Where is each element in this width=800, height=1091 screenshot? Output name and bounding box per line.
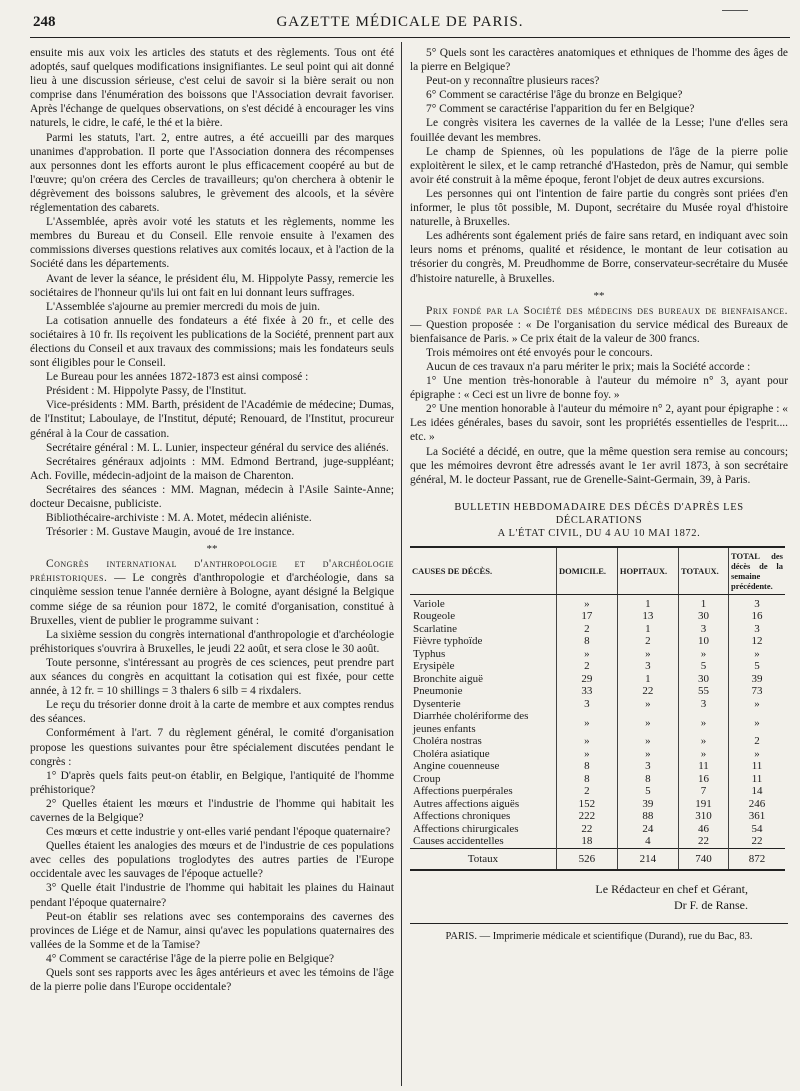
paragraph: 4° Comment se caractérise l'âge de la pierre polie en Belgique? bbox=[46, 952, 335, 965]
paragraph: Secrétaire général : M. L. Lunier, inspecteur général du service des aliénés. bbox=[46, 441, 389, 454]
paragraph: Le reçu du trésorier donne droit à la carte de membre et aux comptes rendus des séances. bbox=[30, 699, 394, 726]
value-cell: 8 bbox=[557, 773, 618, 786]
paragraph: L'Assemblée s'ajourne au premier mercredi du mois de juin. bbox=[46, 300, 320, 313]
value-cell: 3 bbox=[729, 623, 786, 636]
cause-cell: Diarrhée cholériforme des jeunes enfants bbox=[413, 710, 529, 735]
value-cell: » bbox=[729, 748, 786, 761]
cause-cell: Dysenterie bbox=[413, 697, 461, 710]
paragraph: Peut-on y reconnaître plusieurs races? bbox=[426, 75, 600, 88]
value-cell: 2 bbox=[557, 623, 618, 636]
cause-cell: Rougeole bbox=[413, 610, 456, 623]
value-cell: » bbox=[729, 710, 786, 735]
value-cell: 22 bbox=[729, 835, 786, 848]
paragraph: Toute personne, s'intéressant au progrès de ces sciences, peut prendre part aux séances du congrès en acquittant la cotisation qui est fixée, pour cette année, à 12 fr. = 10 shillings = 3 thalers 6 silb = 4 rixdalers. bbox=[30, 656, 394, 698]
value-cell: 3 bbox=[679, 698, 729, 711]
column-header: TOTAUX. bbox=[679, 547, 729, 595]
value-cell: 310 bbox=[679, 810, 729, 823]
section-separator: ** bbox=[206, 543, 218, 556]
cause-cell: Affections chroniques bbox=[413, 810, 511, 823]
signature-name: Dr F. de Ranse. bbox=[673, 898, 748, 913]
paragraph: Avant de lever la séance, le président élu, M. Hippolyte Passy, remercie les sociétaires de l'honneur qu'ils lui ont fait en lui donnant leurs suffrages. bbox=[30, 272, 394, 299]
bulletin-title-line: A L'ÉTAT CIVIL, DU 4 AU 10 MAI 1872. bbox=[497, 527, 701, 539]
value-cell: 11 bbox=[679, 760, 729, 773]
cause-cell: Typhus bbox=[413, 647, 446, 660]
total-row bbox=[410, 848, 785, 870]
cause-cell: Variole bbox=[413, 597, 445, 610]
paragraph: Les adhérents sont également priés de faire sans retard, en indiquant avec soin leurs noms et prénoms, qualité et résidence, le montant de leur cotisation au trésorier du congrès, M. Preudhomme de Borre, conservateur-secrétaire du Musée d'histoire naturelle, à Bruxelles. bbox=[410, 230, 788, 285]
value-cell: 29 bbox=[557, 673, 618, 686]
value-cell: 22 bbox=[617, 685, 678, 698]
paragraph-text: — Le congrès d'anthropologie et d'archéologie, dans sa cinquième session tenue l'année dernière à Bologne, ayant désigné la Belgique comme siége de sa réunion pour 1872, le comité d'organisation, constitué à Bruxelles, vient de publier le programme suivant : bbox=[30, 572, 394, 627]
cause-cell: Croup bbox=[413, 772, 441, 785]
value-cell: » bbox=[557, 710, 618, 735]
total-value: 214 bbox=[617, 848, 678, 870]
table-row bbox=[410, 735, 785, 748]
paragraph: Quelles étaient les analogies des mœurs et de l'industrie de ces populations avec celles des populations troglodytes des autres parties de l'Europe occidentale avec les sauvages de l'époque actuelle? bbox=[30, 840, 394, 881]
table-row bbox=[410, 594, 785, 610]
paragraph: Le champ de Spiennes, où les populations de l'âge de la pierre polie exploitèrent le silex, et le camp retranché d'Hastedon, près de Namur, qui semble avoir été construit à la même époque, feront l'objet de deux autres excursions. bbox=[410, 145, 788, 186]
value-cell: 2 bbox=[557, 785, 618, 798]
value-cell: 13 bbox=[617, 610, 678, 623]
table-row bbox=[410, 660, 785, 673]
cause-cell: Affections chirurgicales bbox=[413, 822, 519, 835]
page-header bbox=[0, 0, 800, 40]
value-cell: » bbox=[617, 710, 678, 735]
value-cell: 73 bbox=[729, 685, 786, 698]
table-row bbox=[410, 623, 785, 636]
paragraph: Trois mémoires ont été envoyés pour le concours. bbox=[426, 346, 653, 359]
value-cell: 10 bbox=[679, 635, 729, 648]
paragraph: 1° D'après quels faits peut-on établir, en Belgique, l'antiquité de l'homme préhistorique? bbox=[30, 769, 394, 796]
paragraph bbox=[30, 557, 394, 627]
table-row bbox=[410, 835, 785, 848]
table-header-row bbox=[410, 547, 785, 595]
paragraph: 1° Une mention très-honorable à l'auteur du mémoire n° 3, ayant pour épigraphe : « Ceci est un livre de bonne foy. » bbox=[410, 375, 788, 402]
value-cell: 8 bbox=[557, 635, 618, 648]
value-cell: » bbox=[557, 748, 618, 761]
cause-cell: Affections puerpérales bbox=[413, 785, 513, 798]
table-row bbox=[410, 798, 785, 811]
paragraph bbox=[410, 304, 788, 346]
signature-title: Le Rédacteur en chef et Gérant, bbox=[595, 882, 748, 897]
value-cell: 5 bbox=[617, 785, 678, 798]
paragraph: 2° Quelles étaient les mœurs et l'industrie de l'homme qui habitait les cavernes de la Belgique? bbox=[30, 797, 394, 824]
cause-cell: Causes accidentelles bbox=[413, 835, 504, 848]
bulletin-title bbox=[410, 501, 788, 540]
value-cell: 11 bbox=[729, 760, 786, 773]
value-cell: 8 bbox=[557, 760, 618, 773]
value-cell: 152 bbox=[557, 798, 618, 811]
value-cell: 14 bbox=[729, 785, 786, 798]
paragraph: Peut-on établir ses relations avec ses contemporains des cavernes des provinces de Liége et de Namur, ainsi qu'avec les populations quaternaires des vallées de la Somme et de la Tamise? bbox=[30, 910, 394, 951]
value-cell: 16 bbox=[679, 773, 729, 786]
table-row bbox=[410, 823, 785, 836]
paragraph: 5° Quels sont les caractères anatomiques et ethniques de l'homme des âges de la pierre en Belgique? bbox=[410, 47, 788, 74]
value-cell: 30 bbox=[679, 673, 729, 686]
cause-cell: Choléra asiatique bbox=[413, 747, 490, 760]
paragraph: Ces mœurs et cette industrie y ont-elles varié pendant l'époque quaternaire? bbox=[46, 826, 391, 839]
paragraph: La cotisation annuelle des fondateurs a été fixée à 20 fr., et celle des sociétaires à 10 fr. Ils reçoivent les publications de la Société, prennent part aux élections du Conseil et aux travaux des commissions; mais les fondateurs seuls sont éligibles pour le Conseil. bbox=[30, 314, 394, 370]
header-rule bbox=[30, 37, 790, 38]
value-cell: 4 bbox=[617, 835, 678, 848]
value-cell: 46 bbox=[679, 823, 729, 836]
value-cell: » bbox=[617, 748, 678, 761]
value-cell: » bbox=[617, 698, 678, 711]
value-cell: 54 bbox=[729, 823, 786, 836]
paragraph: Les personnes qui ont l'intention de faire partie du congrès sont priées d'en informer, le plus tôt possible, M. Dupont, secrétaire du Musée royal d'histoire naturelle, à Bruxelles. bbox=[410, 187, 788, 229]
value-cell: » bbox=[679, 735, 729, 748]
table-row bbox=[410, 810, 785, 823]
column-header: DOMICILE. bbox=[557, 547, 618, 595]
column-header: TOTAL des décès de la semaine précédente. bbox=[729, 547, 786, 595]
total-label: Totaux bbox=[410, 848, 557, 870]
table-row bbox=[410, 610, 785, 623]
value-cell: » bbox=[729, 698, 786, 711]
paragraph: La Société a décidé, en outre, que la même question sera remise au concours; que les mémoires devront être adressés avant le 1er avril 1873, à son secrétaire général, M. le docteur Passant, rue de Grenelle-Saint-Germain, 39, à Paris. bbox=[410, 445, 788, 486]
value-cell: 17 bbox=[557, 610, 618, 623]
cause-cell: Autres affections aiguës bbox=[413, 797, 520, 810]
value-cell: » bbox=[557, 735, 618, 748]
section-separator: ** bbox=[593, 289, 605, 302]
value-cell: 246 bbox=[729, 798, 786, 811]
value-cell: 55 bbox=[679, 685, 729, 698]
value-cell: » bbox=[679, 648, 729, 661]
value-cell: 8 bbox=[617, 773, 678, 786]
table-row bbox=[410, 698, 785, 711]
margin-mark bbox=[722, 10, 748, 11]
paragraph: Le Bureau pour les années 1872-1873 est ainsi composé : bbox=[46, 371, 309, 384]
bulletin-title-line: BULLETIN HEBDOMADAIRE DES DÉCÈS D'APRÈS LES DÉCLARATIONS bbox=[454, 501, 744, 526]
page-number: 248 bbox=[33, 14, 56, 30]
deaths-table bbox=[410, 546, 785, 872]
value-cell: 30 bbox=[679, 610, 729, 623]
signature bbox=[410, 881, 788, 913]
value-cell: 222 bbox=[557, 810, 618, 823]
value-cell: » bbox=[617, 735, 678, 748]
paragraph: 2° Une mention honorable à l'auteur du mémoire n° 2, ayant pour épigraphe : « Les idées générales, bases du savoir, sont les propriétés essentielles de l'esprit.... etc. » bbox=[410, 403, 788, 444]
value-cell: » bbox=[679, 748, 729, 761]
value-cell: 5 bbox=[679, 660, 729, 673]
left-column bbox=[30, 46, 394, 1086]
table-row bbox=[410, 648, 785, 661]
value-cell: 2 bbox=[729, 735, 786, 748]
value-cell: 11 bbox=[729, 773, 786, 786]
paragraph: Bibliothécaire-archiviste : M. A. Motet, médecin aliéniste. bbox=[46, 512, 312, 525]
total-value: 740 bbox=[679, 848, 729, 870]
table-row bbox=[410, 685, 785, 698]
paragraph-text: — Question proposée : « De l'organisation du service médical des Bureaux de bienfaisance de Paris. » Ce prix était de la valeur de 300 francs. bbox=[410, 318, 788, 345]
value-cell: » bbox=[729, 648, 786, 661]
value-cell: 3 bbox=[617, 760, 678, 773]
paragraph: Secrétaires des séances : MM. Magnan, médecin à l'Asile Sainte-Anne; docteur Decaisne, publiciste. bbox=[30, 483, 394, 510]
value-cell: » bbox=[679, 710, 729, 735]
value-cell: 7 bbox=[679, 785, 729, 798]
table-row bbox=[410, 748, 785, 761]
value-cell: 33 bbox=[557, 685, 618, 698]
value-cell: 12 bbox=[729, 635, 786, 648]
paragraph: ensuite mis aux voix les articles des statuts et des règlements. Tous ont été adoptés, sauf quelques modifications insignifiantes. Le seul point qui ait donné lieu à une discussion sérieuse, c'est celui de savoir si la bière serait ou non comprise dans l'énumération des boissons que l'Association devrait favoriser. Après l'échange de quelques observations, on s'est décidé à encourager les vins naturels, le cidre, le café, le thé et la bière. bbox=[30, 47, 394, 130]
section-heading: Congrès international d'anthropologie et d'archéologie préhistoriques. bbox=[30, 558, 394, 585]
table-row bbox=[410, 673, 785, 686]
cause-cell: Angine couenneuse bbox=[413, 760, 500, 773]
value-cell: » bbox=[557, 594, 618, 610]
paragraph: Conformément à l'art. 7 du règlement général, le comité d'organisation propose les questions suivantes pour être spécialement discutées pendant le congrès : bbox=[30, 727, 394, 768]
paragraph: 3° Quelle était l'industrie de l'homme qui habitait les plaines du Hainaut pendant l'époque quaternaire? bbox=[30, 882, 394, 909]
table-row bbox=[410, 710, 785, 735]
total-value: 526 bbox=[557, 848, 618, 870]
table-row bbox=[410, 760, 785, 773]
column-header: CAUSES DE DÉCÈS. bbox=[410, 547, 557, 595]
value-cell: 3 bbox=[729, 594, 786, 610]
value-cell: 1 bbox=[617, 673, 678, 686]
section-heading: Prix fondé par la Société des médecins des bureaux de bienfaisance. bbox=[426, 304, 788, 317]
value-cell: 3 bbox=[679, 623, 729, 636]
value-cell: 191 bbox=[679, 798, 729, 811]
cause-cell: Pneumonie bbox=[413, 685, 463, 698]
value-cell: 22 bbox=[557, 823, 618, 836]
value-cell: 1 bbox=[617, 623, 678, 636]
running-title: GAZETTE MÉDICALE DE PARIS. bbox=[276, 14, 524, 30]
paragraph: Le congrès visitera les cavernes de la vallée de la Lesse; l'une d'elles sera fouillée devant les membres. bbox=[410, 117, 788, 144]
value-cell: 16 bbox=[729, 610, 786, 623]
value-cell: 88 bbox=[617, 810, 678, 823]
paragraph: Vice-présidents : MM. Barth, président de l'Académie de médecine; Dumas, de l'Institut; Laboulaye, de l'Institut, député; Renouard, de l'Institut, procureur général à la Cour de cassation. bbox=[30, 399, 394, 440]
value-cell: 24 bbox=[617, 823, 678, 836]
value-cell: 1 bbox=[617, 594, 678, 610]
cause-cell: Bronchite aiguë bbox=[413, 672, 483, 685]
paragraph: Secrétaires généraux adjoints : MM. Edmond Bertrand, juge-suppléant; Ach. Foville, médecin-adjoint de la maison de Charenton. bbox=[30, 455, 394, 482]
value-cell: 39 bbox=[729, 673, 786, 686]
table-row bbox=[410, 773, 785, 786]
value-cell: 22 bbox=[679, 835, 729, 848]
table-row bbox=[410, 785, 785, 798]
paragraph: Président : M. Hippolyte Passy, de l'Institut. bbox=[46, 385, 247, 398]
divider bbox=[410, 923, 788, 924]
cause-cell: Fièvre typhoïde bbox=[413, 635, 483, 648]
value-cell: 2 bbox=[557, 660, 618, 673]
value-cell: 2 bbox=[617, 635, 678, 648]
value-cell: 5 bbox=[729, 660, 786, 673]
total-value: 872 bbox=[729, 848, 786, 870]
cause-cell: Choléra nostras bbox=[413, 735, 482, 748]
paragraph: L'Assemblée, après avoir voté les statuts et les règlements, nomme les membres du Bureau et du Conseil. Elle renvoie ensuite à l'examen des commissions diverses questions relatives aux comités locaux, et à l'action de la Société dans les départements. bbox=[30, 216, 394, 271]
table-row bbox=[410, 635, 785, 648]
column-header: HOPITAUX. bbox=[617, 547, 678, 595]
value-cell: 3 bbox=[557, 698, 618, 711]
imprint: PARIS. — Imprimerie médicale et scientifique (Durand), rue du Bac, 83. bbox=[445, 931, 753, 943]
value-cell: » bbox=[557, 648, 618, 661]
right-column bbox=[410, 46, 788, 1086]
paragraph: 7° Comment se caractérise l'apparition du fer en Belgique? bbox=[426, 103, 695, 116]
table-body bbox=[410, 594, 785, 870]
paragraph: La sixième session du congrès international d'anthropologie et d'archéologie préhistoriques s'ouvrira à Bruxelles, le jeudi 22 août, et sera close le 30 août. bbox=[30, 628, 394, 655]
value-cell: 1 bbox=[679, 594, 729, 610]
paragraph: Parmi les statuts, l'art. 2, entre autres, a été accueilli par des marques unanimes d'approbation. Il porte que l'Association donnera des récompenses aux personnes dont les efforts auront le plus efficacement coopéré au but de l'œuvre; qu'on créera des Cercles de travailleurs; qu'on cherchera à obtenir le dégrèvement des boissons salubres, le grèvement des alcools, et la sévère réglementation des cabarets. bbox=[30, 131, 394, 215]
value-cell: 361 bbox=[729, 810, 786, 823]
cause-cell: Erysipèle bbox=[413, 660, 455, 673]
cause-cell: Scarlatine bbox=[413, 622, 457, 635]
value-cell: 18 bbox=[557, 835, 618, 848]
paragraph: Quels sont ses rapports avec les âges antérieurs et avec les témoins de l'âge de la pierre polie dans l'Europe occidentale? bbox=[30, 967, 394, 994]
paragraph: Aucun de ces travaux n'a paru mériter le prix; mais la Société accorde : bbox=[426, 360, 751, 373]
value-cell: 3 bbox=[617, 660, 678, 673]
paragraph: Trésorier : M. Gustave Maugin, avoué de 1re instance. bbox=[46, 526, 295, 539]
paragraph: 6° Comment se caractérise l'âge du bronze en Belgique? bbox=[426, 89, 683, 102]
column-divider bbox=[401, 42, 402, 1086]
value-cell: 39 bbox=[617, 798, 678, 811]
value-cell: » bbox=[617, 648, 678, 661]
